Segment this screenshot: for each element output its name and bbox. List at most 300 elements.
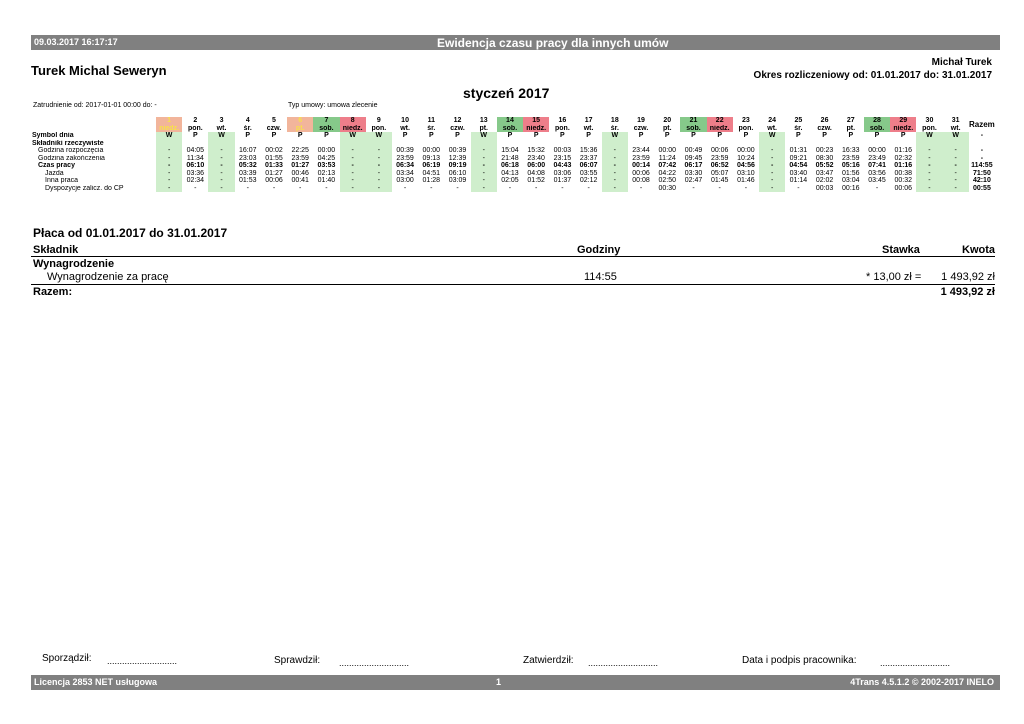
grid-cell: 03:39 bbox=[239, 169, 257, 177]
grid-cell: 00:00 bbox=[422, 147, 441, 154]
day-name: pon. bbox=[922, 124, 937, 132]
row-total: 71:50 bbox=[972, 169, 991, 177]
grid-cell: W bbox=[156, 132, 182, 140]
day-number: 21 bbox=[680, 117, 706, 125]
approved-dots: ............................ bbox=[588, 658, 659, 668]
grid-cell: - bbox=[340, 185, 366, 193]
grid-cell: - bbox=[875, 184, 879, 192]
row-label: Godzina rozpoczęcia bbox=[38, 147, 104, 154]
grid-cell: P bbox=[271, 132, 277, 139]
grid-cell: 01:55 bbox=[265, 154, 283, 162]
row-label: Inna praca bbox=[45, 177, 79, 184]
grid-cell: 00:00 bbox=[868, 147, 886, 154]
timesheet-grid bbox=[31, 117, 995, 192]
grid-row bbox=[31, 170, 995, 178]
grid-cell: 11:34 bbox=[186, 154, 204, 162]
day-number: 18 bbox=[610, 117, 619, 124]
grid-cell bbox=[864, 140, 890, 148]
grid-cell: - bbox=[156, 177, 182, 185]
grid-cell: 03:36 bbox=[186, 169, 205, 177]
grid-cell: 01:45 bbox=[710, 177, 729, 184]
grid-cell: 00:00 bbox=[658, 147, 677, 154]
grid-cell: - bbox=[366, 162, 392, 170]
grid-cell: 02:50 bbox=[658, 177, 677, 184]
grid-cell: 03:30 bbox=[684, 169, 703, 177]
grid-cell bbox=[235, 140, 261, 148]
grid-cell: - bbox=[208, 185, 234, 193]
day-name: niedz. bbox=[523, 125, 549, 133]
grid-cell: 00:06 bbox=[632, 169, 650, 177]
grid-cell: - bbox=[340, 170, 366, 178]
grid-cell: 01:53 bbox=[239, 177, 257, 184]
grid-cell: 01:40 bbox=[317, 177, 336, 184]
grid-cell: 03:56 bbox=[868, 169, 886, 177]
grid-cell: 00:00 bbox=[317, 147, 336, 154]
grid-cell: 03:10 bbox=[737, 169, 755, 177]
grid-cell: - bbox=[366, 155, 392, 163]
grid-cell: - bbox=[943, 162, 969, 170]
bottom-bar bbox=[31, 675, 1000, 690]
pay-total-amount: 1 493,92 zł bbox=[940, 286, 995, 298]
row-label: Jazda bbox=[45, 169, 64, 177]
grid-cell: - bbox=[471, 177, 497, 185]
grid-cell: 06:10 bbox=[448, 169, 467, 177]
corner-cell bbox=[31, 117, 156, 125]
grid-cell: - bbox=[759, 147, 785, 155]
grid-cell: 02:32 bbox=[894, 154, 912, 162]
grid-cell: P bbox=[586, 132, 591, 139]
day-number: 5 bbox=[272, 117, 276, 124]
day-name: sob. bbox=[497, 125, 523, 133]
grid-cell: 23:40 bbox=[527, 154, 545, 162]
day-name: pt. bbox=[287, 125, 313, 133]
grid-cell bbox=[602, 140, 628, 148]
grid-cell: - bbox=[602, 162, 628, 170]
day-name: wt. bbox=[950, 124, 961, 132]
day-name: czw. bbox=[633, 124, 649, 132]
grid-cell: - bbox=[208, 170, 234, 178]
license-text: Licencja 2853 NET usługowa bbox=[34, 677, 158, 687]
day-number: 15 bbox=[523, 117, 549, 125]
grid-cell bbox=[733, 140, 759, 148]
grid-cell: 01:52 bbox=[527, 177, 545, 184]
day-name: pt. bbox=[479, 124, 489, 132]
grid-cell: 00:14 bbox=[632, 162, 650, 169]
day-name: wt. bbox=[583, 124, 594, 132]
approved-label: Zatwierdził: bbox=[523, 655, 574, 666]
grid-cell: W bbox=[340, 132, 366, 140]
grid-cell: 00:08 bbox=[632, 177, 650, 184]
grid-cell: P bbox=[192, 132, 198, 139]
grid-row bbox=[31, 140, 995, 148]
col-component: Składnik bbox=[33, 244, 79, 256]
day-name: pon. bbox=[187, 124, 203, 132]
grid-cell: - bbox=[759, 155, 785, 163]
grid-row bbox=[31, 185, 995, 193]
day-number: 24 bbox=[768, 117, 777, 124]
day-number: 10 bbox=[401, 117, 409, 124]
pay-item-amount: 1 493,92 zł bbox=[941, 271, 995, 283]
grid-cell: 02:02 bbox=[815, 177, 834, 184]
grid-cell: 07:42 bbox=[658, 162, 677, 169]
day-number: 13 bbox=[479, 117, 488, 124]
grid-cell: - bbox=[602, 185, 628, 193]
grid-cell: 04:51 bbox=[422, 169, 441, 177]
employee-name: Turek Michal Seweryn bbox=[31, 63, 167, 78]
grid-cell: W bbox=[759, 132, 785, 140]
grid-cell: 02:47 bbox=[684, 177, 703, 184]
grid-cell bbox=[287, 140, 313, 148]
grid-cell: 06:19 bbox=[422, 162, 441, 169]
day-name: czw. bbox=[266, 124, 282, 132]
grid-cell: 06:17 bbox=[684, 162, 703, 169]
grid-cell: P bbox=[743, 132, 749, 139]
grid-cell: 03:00 bbox=[396, 177, 414, 184]
grid-cell bbox=[943, 140, 969, 148]
grid-cell: 03:04 bbox=[842, 177, 860, 184]
day-name: pon. bbox=[371, 124, 387, 132]
grid-cell: 00:00 bbox=[737, 147, 755, 154]
col-hours: Godziny bbox=[577, 244, 621, 256]
grid-cell: 23:59 bbox=[842, 154, 860, 162]
grid-cell: - bbox=[508, 184, 512, 192]
grid-cell: 05:16 bbox=[841, 162, 860, 169]
grid-cell: W bbox=[366, 132, 392, 140]
day-number: 29 bbox=[890, 117, 916, 125]
grid-cell bbox=[182, 140, 208, 148]
grid-cell: 11:24 bbox=[658, 154, 676, 162]
top-bar bbox=[31, 35, 1000, 50]
grid-cell: - bbox=[366, 177, 392, 185]
page-number: 1 bbox=[496, 677, 502, 687]
grid-cell: - bbox=[602, 170, 628, 178]
grid-cell: P bbox=[402, 132, 408, 139]
grid-cell: 00:16 bbox=[842, 184, 860, 192]
grid-cell: 15:36 bbox=[579, 147, 598, 154]
grid-cell: 04:22 bbox=[658, 169, 677, 177]
day-name-row bbox=[31, 125, 995, 133]
day-name: wt. bbox=[767, 124, 777, 132]
grid-cell bbox=[680, 140, 706, 148]
grid-cell: - bbox=[272, 184, 276, 192]
grid-cell: 02:13 bbox=[317, 169, 336, 177]
grid-cell bbox=[418, 140, 444, 148]
day-name: śr. bbox=[610, 124, 619, 132]
day-number: 3 bbox=[219, 117, 224, 124]
grid-cell: 02:34 bbox=[186, 177, 205, 184]
grid-cell: 05:32 bbox=[238, 162, 257, 169]
employment-dates: Zatrudnienie od: 2017-01-01 00:00 do: - bbox=[33, 102, 157, 109]
grid-cell: - bbox=[208, 162, 234, 170]
col-rate: Stawka bbox=[882, 244, 920, 256]
row-total: 42:10 bbox=[972, 177, 991, 184]
grid-cell: - bbox=[916, 155, 942, 163]
prepared-label: Sporządził: bbox=[42, 653, 92, 664]
grid-cell: 04:08 bbox=[527, 169, 545, 177]
grid-cell: P bbox=[455, 132, 460, 139]
grid-cell: P bbox=[717, 132, 723, 139]
grid-cell: - bbox=[366, 147, 392, 155]
grid-cell: 23:15 bbox=[553, 154, 572, 162]
day-number: 12 bbox=[453, 117, 462, 124]
grid-cell bbox=[628, 140, 654, 148]
grid-cell: - bbox=[340, 177, 366, 185]
grid-cell: 23:03 bbox=[239, 154, 257, 162]
grid-cell: 06:52 bbox=[710, 162, 729, 169]
grid-cell: 23:37 bbox=[579, 154, 598, 162]
grid-cell: P bbox=[533, 132, 539, 139]
version-text: 4Trans 4.5.1.2 © 2002-2017 INELO bbox=[850, 677, 994, 687]
pay-item-rate: * 13,00 zł = bbox=[866, 271, 922, 283]
grid-cell: 06:07 bbox=[579, 162, 598, 169]
total-header: Razem bbox=[968, 119, 995, 129]
day-number: 27 bbox=[846, 117, 855, 124]
day-name: śr. bbox=[427, 124, 436, 132]
grid-cell: - bbox=[797, 184, 800, 192]
grid-cell: 01:31 bbox=[789, 147, 808, 154]
grid-cell: 00:49 bbox=[684, 147, 703, 154]
grid-cell: 01:37 bbox=[553, 177, 572, 184]
month-title: styczeń 2017 bbox=[463, 85, 550, 101]
grid-cell bbox=[261, 140, 287, 148]
grid-cell bbox=[759, 140, 785, 148]
day-name: sob. bbox=[864, 125, 890, 133]
day-name: niedz. bbox=[890, 125, 916, 133]
grid-cell: - bbox=[744, 184, 748, 192]
pay-group-label: Wynagrodzenie bbox=[33, 258, 115, 270]
grid-cell bbox=[549, 140, 575, 148]
report-title: Ewidencja czasu pracy dla innych umów bbox=[437, 36, 669, 50]
grid-row bbox=[31, 132, 995, 140]
grid-cell: 00:02 bbox=[265, 147, 283, 154]
row-label: Czas pracy bbox=[38, 162, 75, 169]
grid-cell: 00:06 bbox=[265, 177, 283, 184]
grid-cell: 00:30 bbox=[658, 184, 677, 192]
employee-sign-dots: ............................ bbox=[880, 658, 951, 668]
grid-cell: - bbox=[430, 184, 433, 192]
employer-name: Michał Turek bbox=[931, 57, 992, 68]
grid-cell: 08:30 bbox=[815, 154, 834, 162]
grid-cell: P bbox=[245, 132, 251, 139]
col-amount: Kwota bbox=[962, 244, 995, 256]
day-name: wt. bbox=[216, 124, 227, 132]
grid-cell: 10:24 bbox=[737, 154, 755, 162]
grid-cell: W bbox=[916, 132, 942, 140]
grid-cell: 03:40 bbox=[789, 169, 808, 177]
grid-cell bbox=[208, 140, 234, 148]
grid-cell: 06:18 bbox=[501, 162, 519, 169]
pay-period-title: Płaca od 01.01.2017 do 31.01.2017 bbox=[33, 226, 228, 240]
grid-cell bbox=[392, 140, 418, 148]
grid-row bbox=[31, 147, 995, 155]
grid-cell: 04:13 bbox=[501, 169, 519, 177]
day-name: sob. bbox=[313, 125, 339, 133]
grid-cell: 03:06 bbox=[553, 169, 572, 177]
checked-label: Sprawdził: bbox=[274, 655, 321, 666]
grid-cell: P bbox=[691, 132, 696, 139]
grid-cell: 23:59 bbox=[291, 154, 309, 162]
grid-cell: 15:04 bbox=[501, 147, 519, 154]
prepared-dots: ............................ bbox=[107, 656, 178, 666]
grid-cell bbox=[523, 140, 549, 148]
grid-cell: 01:16 bbox=[894, 147, 912, 154]
grid-row bbox=[31, 162, 995, 170]
grid-cell: 00:38 bbox=[894, 169, 912, 177]
corner-cell bbox=[31, 125, 156, 133]
grid-cell: 00:03 bbox=[553, 147, 572, 154]
grid-cell: - bbox=[916, 170, 942, 178]
day-number: 22 bbox=[707, 117, 733, 125]
day-name: czw. bbox=[817, 124, 832, 132]
grid-cell: - bbox=[943, 155, 969, 163]
grid-cell: - bbox=[194, 184, 197, 192]
grid-cell: 00:39 bbox=[396, 147, 414, 154]
grid-cell: - bbox=[156, 185, 182, 193]
settlement-period: Okres rozliczeniowy od: 01.01.2017 do: 31.01.2017 bbox=[753, 70, 992, 81]
grid-cell: 04:05 bbox=[186, 147, 205, 154]
grid-cell: 01:46 bbox=[737, 177, 755, 184]
grid-cell: 15:32 bbox=[527, 147, 545, 154]
grid-cell: 00:46 bbox=[291, 169, 309, 177]
grid-cell: - bbox=[471, 162, 497, 170]
day-name: pt. bbox=[662, 124, 672, 132]
day-number: 30 bbox=[925, 117, 934, 124]
grid-cell: 03:53 bbox=[317, 162, 336, 169]
grid-cell: 00:41 bbox=[291, 177, 309, 184]
day-name: pt. bbox=[846, 124, 856, 132]
grid-cell: W bbox=[602, 132, 628, 140]
day-name: pon. bbox=[738, 124, 754, 132]
row-total: - bbox=[980, 132, 984, 139]
row-label: Składniki rzeczywiste bbox=[32, 139, 104, 147]
grid-cell: P bbox=[507, 132, 513, 139]
grid-cell: - bbox=[156, 170, 182, 178]
grid-cell: 09:21 bbox=[789, 154, 808, 162]
day-number: 17 bbox=[584, 117, 593, 124]
grid-cell: 16:07 bbox=[239, 147, 257, 154]
day-number: 14 bbox=[497, 117, 523, 125]
grid-cell: - bbox=[403, 184, 407, 192]
grid-cell bbox=[471, 140, 497, 148]
grid-row bbox=[31, 155, 995, 163]
grid-cell: 00:06 bbox=[710, 147, 729, 154]
grid-cell: - bbox=[943, 170, 969, 178]
grid-cell: - bbox=[916, 162, 942, 170]
grid-cell: 00:23 bbox=[815, 147, 834, 154]
grid-cell: 23:44 bbox=[632, 147, 650, 154]
day-name: niedz. bbox=[340, 125, 366, 133]
grid-cell: 01:16 bbox=[894, 162, 913, 169]
grid-cell: 07:41 bbox=[868, 162, 886, 169]
grid-cell: 04:56 bbox=[736, 162, 755, 169]
grid-cell: P bbox=[796, 132, 801, 139]
grid-cell: 01:28 bbox=[422, 177, 441, 184]
grid-cell bbox=[313, 140, 339, 148]
grid-cell: 05:07 bbox=[710, 169, 729, 177]
grid-cell: - bbox=[325, 184, 328, 192]
divider bbox=[31, 256, 995, 257]
grid-cell: - bbox=[759, 185, 785, 193]
grid-cell bbox=[707, 140, 733, 148]
grid-cell: - bbox=[366, 170, 392, 178]
grid-cell: W bbox=[471, 132, 497, 140]
grid-cell: 12:39 bbox=[448, 154, 467, 162]
grid-cell: 01:27 bbox=[265, 169, 283, 177]
grid-cell: P bbox=[900, 132, 906, 139]
grid-cell: - bbox=[916, 185, 942, 193]
grid-cell: - bbox=[916, 147, 942, 155]
grid-cell: 02:12 bbox=[579, 177, 598, 184]
grid-cell: - bbox=[587, 184, 590, 192]
day-number: 9 bbox=[376, 117, 381, 124]
pay-item-label: Wynagrodzenie za pracę bbox=[47, 271, 169, 283]
grid-cell: - bbox=[759, 162, 785, 170]
grid-row bbox=[31, 177, 995, 185]
day-number: 16 bbox=[558, 117, 567, 124]
day-number: 20 bbox=[663, 117, 672, 124]
day-name: niedz. bbox=[156, 125, 182, 133]
grid-cell: - bbox=[208, 177, 234, 185]
contract-type: Typ umowy: umowa zlecenie bbox=[288, 102, 378, 109]
grid-cell: 16:33 bbox=[842, 147, 860, 154]
grid-cell: - bbox=[943, 147, 969, 155]
grid-cell: P bbox=[664, 132, 670, 139]
grid-cell: - bbox=[340, 155, 366, 163]
grid-cell: - bbox=[602, 147, 628, 155]
day-number: 7 bbox=[313, 117, 339, 125]
grid-cell: P bbox=[822, 132, 827, 139]
grid-cell bbox=[576, 140, 602, 148]
grid-cell: - bbox=[602, 177, 628, 185]
grid-cell bbox=[785, 140, 811, 148]
grid-cell: 23:59 bbox=[396, 154, 414, 162]
grid-cell bbox=[156, 140, 182, 148]
grid-cell bbox=[340, 140, 366, 148]
grid-cell: - bbox=[535, 184, 538, 192]
grid-cell: - bbox=[156, 155, 182, 163]
day-number: 1 bbox=[156, 117, 182, 125]
row-total: 114:55 bbox=[971, 162, 993, 169]
grid-cell: 03:55 bbox=[579, 169, 598, 177]
grid-cell bbox=[366, 140, 392, 148]
grid-cell: 22:25 bbox=[291, 147, 309, 154]
divider bbox=[31, 284, 995, 285]
grid-cell: P bbox=[560, 132, 565, 139]
grid-cell: P bbox=[297, 132, 303, 139]
grid-cell: 03:45 bbox=[868, 177, 886, 184]
grid-cell: - bbox=[602, 155, 628, 163]
employee-sign-label: Data i podpis pracownika: bbox=[742, 655, 857, 666]
grid-cell: 06:10 bbox=[186, 162, 205, 169]
day-name: czw. bbox=[450, 124, 465, 132]
grid-cell bbox=[838, 140, 864, 148]
day-name: śr. bbox=[794, 124, 803, 132]
grid-cell: 02:05 bbox=[501, 177, 519, 184]
grid-cell: 23:59 bbox=[710, 154, 729, 162]
day-name: wt. bbox=[400, 124, 410, 132]
grid-cell: W bbox=[943, 132, 969, 140]
checked-dots: ............................ bbox=[339, 658, 410, 668]
row-total: - bbox=[980, 154, 984, 162]
grid-cell: 09:13 bbox=[422, 154, 441, 162]
grid-cell: 03:47 bbox=[815, 169, 834, 177]
day-number: 11 bbox=[427, 117, 435, 124]
grid-cell: 00:39 bbox=[448, 147, 467, 154]
day-number: 2 bbox=[193, 117, 198, 124]
grid-cell: P bbox=[324, 132, 329, 139]
grid-cell: - bbox=[156, 147, 182, 155]
grid-cell: - bbox=[340, 147, 366, 155]
